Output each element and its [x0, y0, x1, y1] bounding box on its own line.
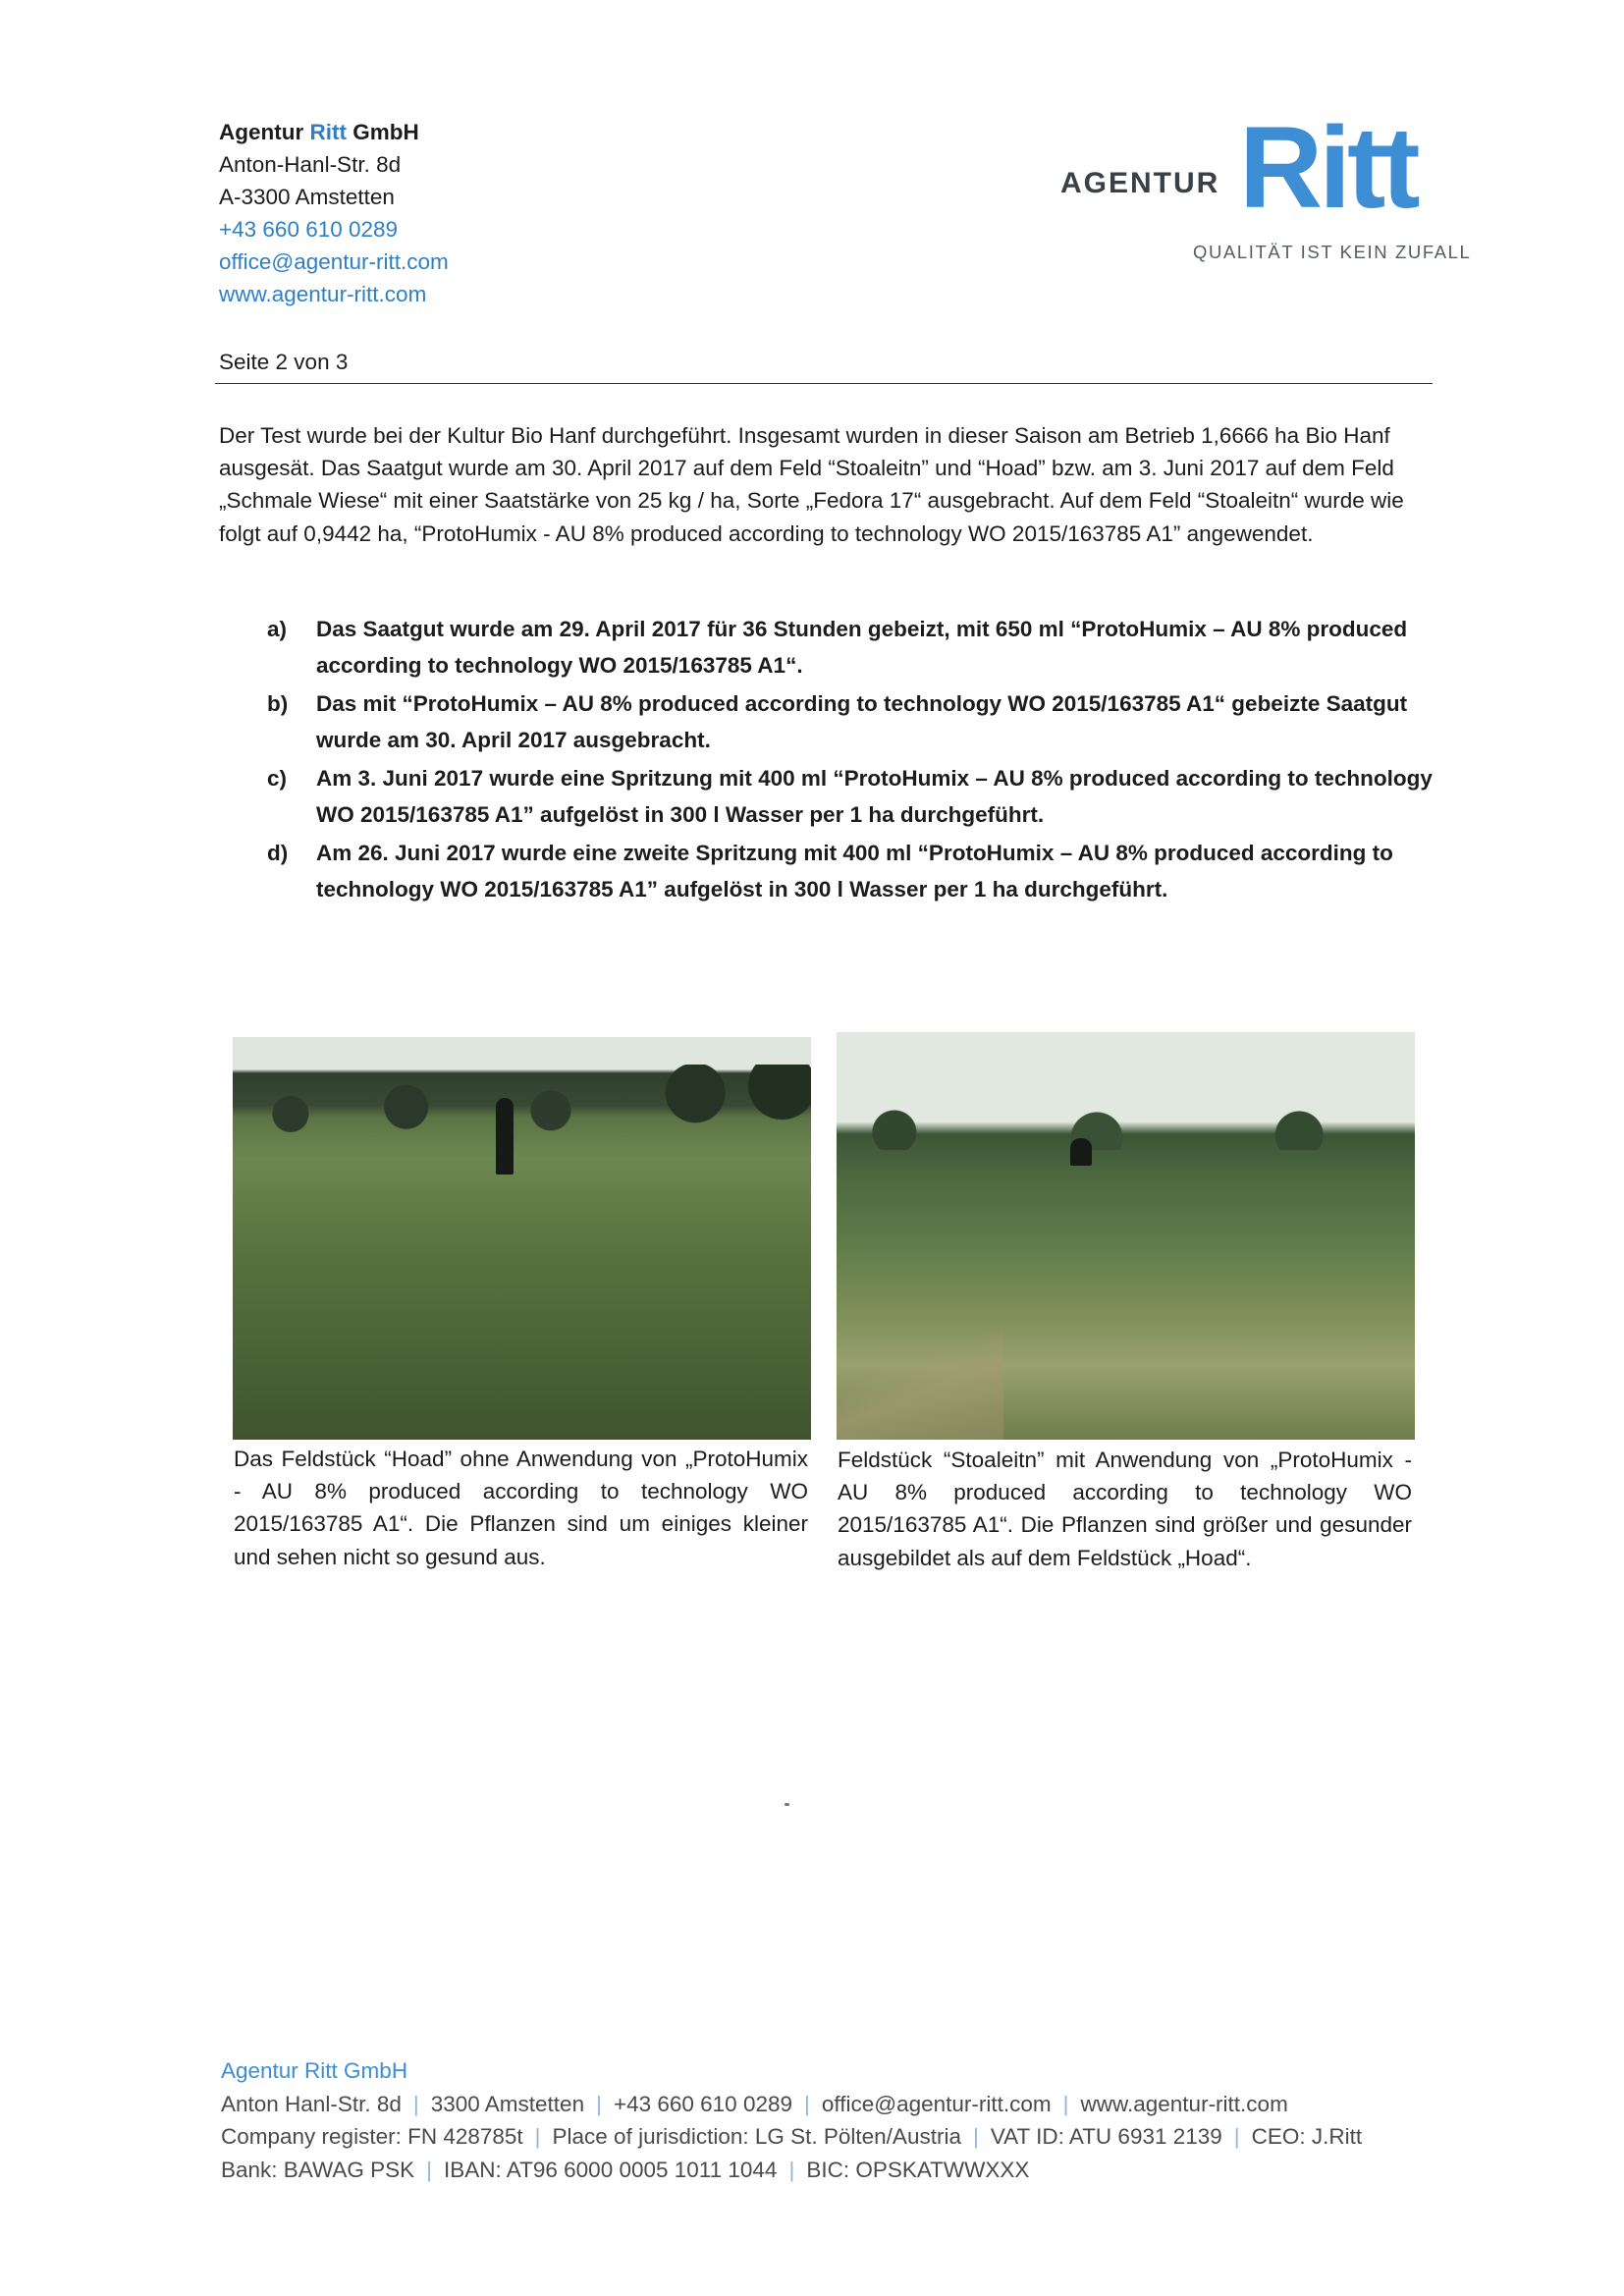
- footer-legal-line: Company register: FN 428785t | Place of jurisdiction: LG St. Pölten/Austria | VAT ID: ATU 6931 2139 | CEO: J.Ritt: [221, 2124, 1363, 2149]
- footer-contact-line: Anton Hanl-Str. 8d | 3300 Amstetten | +43 660 610 0289 | office@agentur-ritt.com | www.agentur-ritt.com: [221, 2091, 1288, 2116]
- list-item: [267, 685, 1445, 758]
- list-item-text: Am 26. Juni 2017 wurde eine zweite Spritzung mit 400 ml “ProtoHumix – AU 8% produced according to technology WO 2015/163785 A1” aufgelöst in 300 l Wasser per 1 ha durchgeführt.: [316, 841, 1393, 902]
- company-name-suffix: GmbH: [352, 120, 419, 144]
- logo-tagline: QUALITÄT IST KEIN ZUFALL: [1193, 242, 1472, 262]
- list-item-text: Das Saatgut wurde am 29. April 2017 für 36 Stunden gebeizt, mit 650 ml “ProtoHumix – AU 8% produced according to technology WO 2015/163785 A1“.: [316, 617, 1408, 678]
- intro-text: Der Test wurde bei der Kultur Bio Hanf durchgeführt. Insgesamt wurden in dieser Saison am Betrieb 1,6666 ha Bio Hanf ausgesät. Das Saatgut wurde am 30. April 2017 auf dem Feld “Stoaleitn” und “Hoad” bzw. am 3. Juni 2017 auf dem Feld „Schmale Wiese“ mit einer Saatstärke von 25 kg / ha, Sorte „Fedora 17“ ausgebracht. Auf dem Feld “Stoaleitn“ wurde wie folgt auf 0,9442 ha, “ProtoHumix - AU 8% produced according to technology WO 2015/163785 A1” angewendet.: [219, 423, 1404, 546]
- list-marker: c): [267, 766, 288, 791]
- list-marker: a): [267, 617, 288, 641]
- tree-line: [233, 1065, 811, 1135]
- company-name-prefix: Agentur: [219, 120, 304, 144]
- field-path: [837, 1312, 1003, 1440]
- list-item-text: Am 3. Juni 2017 wurde eine Spritzung mit 400 ml “ProtoHumix – AU 8% produced according to technology WO 2015/163785 A1” aufgelöst in 300 l Wasser per 1 ha durchgeführt.: [316, 766, 1433, 827]
- website-link[interactable]: www.agentur-ritt.com: [219, 282, 427, 306]
- list-item: [267, 760, 1445, 833]
- person-figure: [1070, 1138, 1092, 1166]
- footer-bank: Bank: BAWAG PSK: [221, 2157, 415, 2182]
- photo-caption-stoaleitn: Feldstück “Stoaleitn” mit Anwendung von „ProtoHumix - AU 8% produced according to technology WO 2015/163785 A1“. Die Pflanzen sind größer und gesunder ausgebildet als auf dem Feldstück „Hoad“.: [838, 1448, 1412, 1570]
- company-name: [219, 116, 449, 148]
- list-item-text: Das mit “ProtoHumix – AU 8% produced according to technology WO 2015/163785 A1“ gebeizte Saatgut wurde am 30. April 2017 ausgebracht.: [316, 691, 1408, 752]
- footer-ceo: CEO: J.Ritt: [1251, 2124, 1363, 2149]
- footer-register: Company register: FN 428785t: [221, 2124, 523, 2149]
- email-link[interactable]: office@agentur-ritt.com: [219, 249, 449, 274]
- logo-word: AGENTUR: [1060, 167, 1220, 199]
- footer-street: Anton Hanl-Str. 8d: [221, 2091, 402, 2116]
- footer-website[interactable]: www.agentur-ritt.com: [1080, 2091, 1288, 2116]
- footer-vat: VAT ID: ATU 6931 2139: [990, 2124, 1222, 2149]
- footer-city: 3300 Amstetten: [430, 2091, 585, 2116]
- footer-bic: BIC: OPSKATWWXXX: [806, 2157, 1030, 2182]
- street: Anton-Hanl-Str. 8d: [219, 152, 402, 177]
- intro-paragraph: [219, 419, 1429, 550]
- tree-line: [837, 1091, 1415, 1150]
- footer-jurisdiction: Place of jurisdiction: LG St. Pölten/Austria: [552, 2124, 961, 2149]
- agentur-ritt-logo: [1051, 103, 1483, 277]
- steps-list: [267, 611, 1445, 909]
- footer-company: Agentur Ritt GmbH: [221, 2058, 408, 2083]
- list-item: [267, 835, 1445, 907]
- logo-mark: Ritt: [1239, 103, 1417, 233]
- footer-bank-line: Bank: BAWAG PSK | IBAN: AT96 6000 0005 1011 1044 | BIC: OPSKATWWXXX: [221, 2157, 1030, 2182]
- company-name-ritt: Ritt: [309, 120, 348, 144]
- field-photo-hoad: [233, 1037, 811, 1440]
- footer-email[interactable]: office@agentur-ritt.com: [821, 2091, 1052, 2116]
- footer: [221, 2054, 1362, 2186]
- city: A-3300 Amstetten: [219, 185, 395, 209]
- phone-link[interactable]: +43 660 610 0289: [219, 217, 399, 242]
- field-photo-stoaleitn: [837, 1032, 1415, 1440]
- footer-iban: IBAN: AT96 6000 0005 1011 1044: [444, 2157, 778, 2182]
- footer-phone[interactable]: +43 660 610 0289: [613, 2091, 792, 2116]
- list-marker: b): [267, 691, 289, 716]
- photo-caption-hoad: Das Feldstück “Hoad” ohne Anwendung von „ProtoHumix - AU 8% produced according to technology WO 2015/163785 A1“. Die Pflanzen sind um einiges kleiner und sehen nicht so gesund aus.: [234, 1447, 808, 1569]
- list-marker: d): [267, 841, 289, 865]
- letterhead-address: [219, 116, 449, 310]
- person-figure: [496, 1098, 514, 1175]
- list-item: [267, 611, 1445, 683]
- scan-speck: [785, 1803, 789, 1806]
- page-number: Seite 2 von 3: [219, 350, 349, 374]
- header-divider: [215, 383, 1433, 384]
